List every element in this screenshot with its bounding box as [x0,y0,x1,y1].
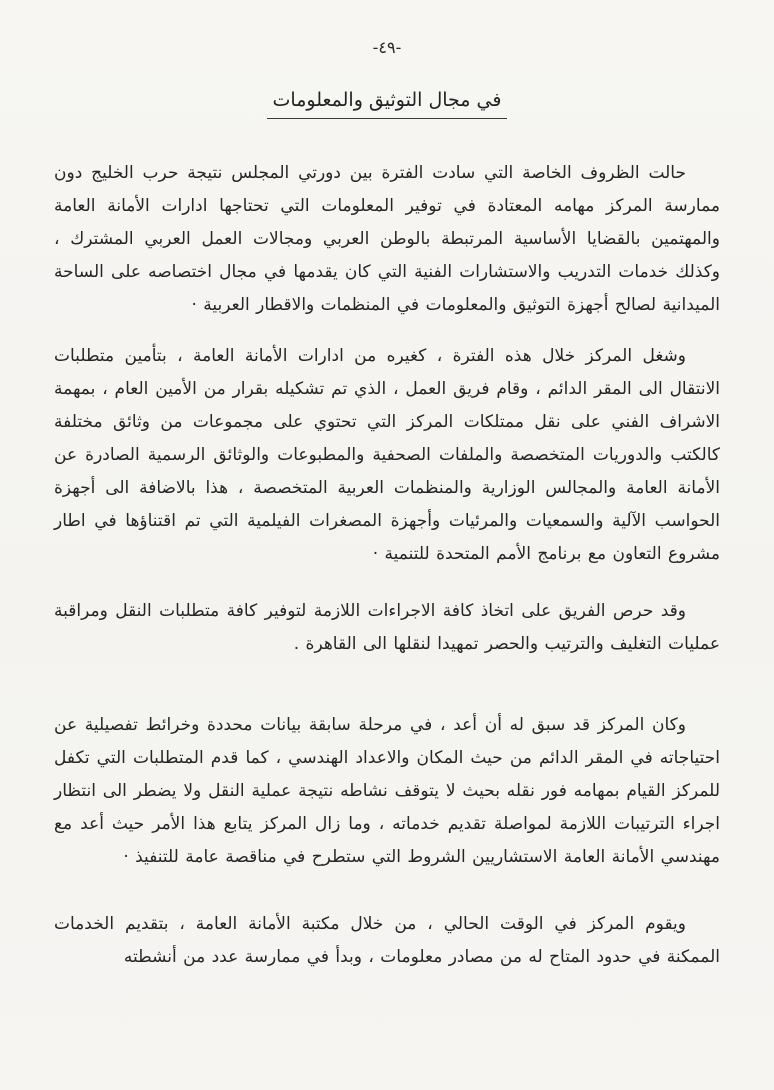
paragraph-1: حالت الظروف الخاصة التي سادت الفترة بين دورتي المجلس نتيجة حرب الخليج دون ممارسة المركز مهامه المعتادة في توفير المعلومات التي تحتاجها ادارات الأمانة العامة والمهتمين بالقضايا الأساسية المرتبطة بالوطن العربي ومجالات العمل العربي المشترك ، وكذلك خدمات التدريب والاستشارات الفنية التي كان يقدمها في مجال اختصاصه على الساحة الميدانية لصالح أجهزة التوثيق والمعلومات في المنظمات والاقطار العربية · [54,163,720,315]
page-title-text: في مجال التوثيق والمعلومات [267,89,508,119]
paragraph-2: وشغل المركز خلال هذه الفترة ، كغيره من ادارات الأمانة العامة ، بتأمين متطلبات الانتقال الى المقر الدائم ، وقام فريق العمل ، الذي تم تشكيله بقرار من الأمين العام ، بمهمة الاشراف الفني على نقل ممتلكات المركز التي تحتوي على مجموعات من وثائق مختلفة كالكتب والدوريات المتخصصة والملفات الصحفية والمطبوعات والوثائق الرسمية الصادرة عن الأمانة العامة والمجالس الوزارية والمنظمات العربية المتخصصة ، هذا بالاضافة الى أجهزة الحواسب الآلية والسمعيات والمرئيات وأجهزة المصغرات الفيلمية التي تم اقتناؤها في اطار مشروع التعاون مع برنامج الأمم المتحدة للتنمية · [54,346,720,564]
page-number: -٤٩- [372,38,402,57]
paragraph-5: ويقوم المركز في الوقت الحالي ، من خلال مكتبة الأمانة العامة ، بتقديم الخدمات الممكنة في حدود المتاح له من مصادر معلومات ، وبدأ في ممارسة عدد من أنشطته [54,914,720,967]
page-title [54,89,720,119]
paragraph-3: وقد حرص الفريق على اتخاذ كافة الاجراءات اللازمة لتوفير كافة متطلبات النقل ومراقبة عمليات التغليف والترتيب والحصر تمهيدا لنقلها الى القاهرة . [54,601,720,654]
paragraph-4: وكان المركز قد سبق له أن أعد ، في مرحلة سابقة بيانات محددة وخرائط تفصيلية عن احتياجاته في المقر الدائم من حيث المكان والاعداد الهندسي ، كما قدم المتطلبات التي تكفل للمركز القيام بمهامه فور نقله بحيث لا يتوقف نشاطه نتيجة عملية النقل ولا يضطر الى انتظار اجراء الترتيبات اللازمة لمواصلة تقديم خدماته ، وما زال المركز يتابع هذا الأمر حيث أعد مع مهندسي الأمانة العامة الاستشاريين الشروط التي ستطرح في مناقصة عامة للتنفيذ · [54,715,720,867]
